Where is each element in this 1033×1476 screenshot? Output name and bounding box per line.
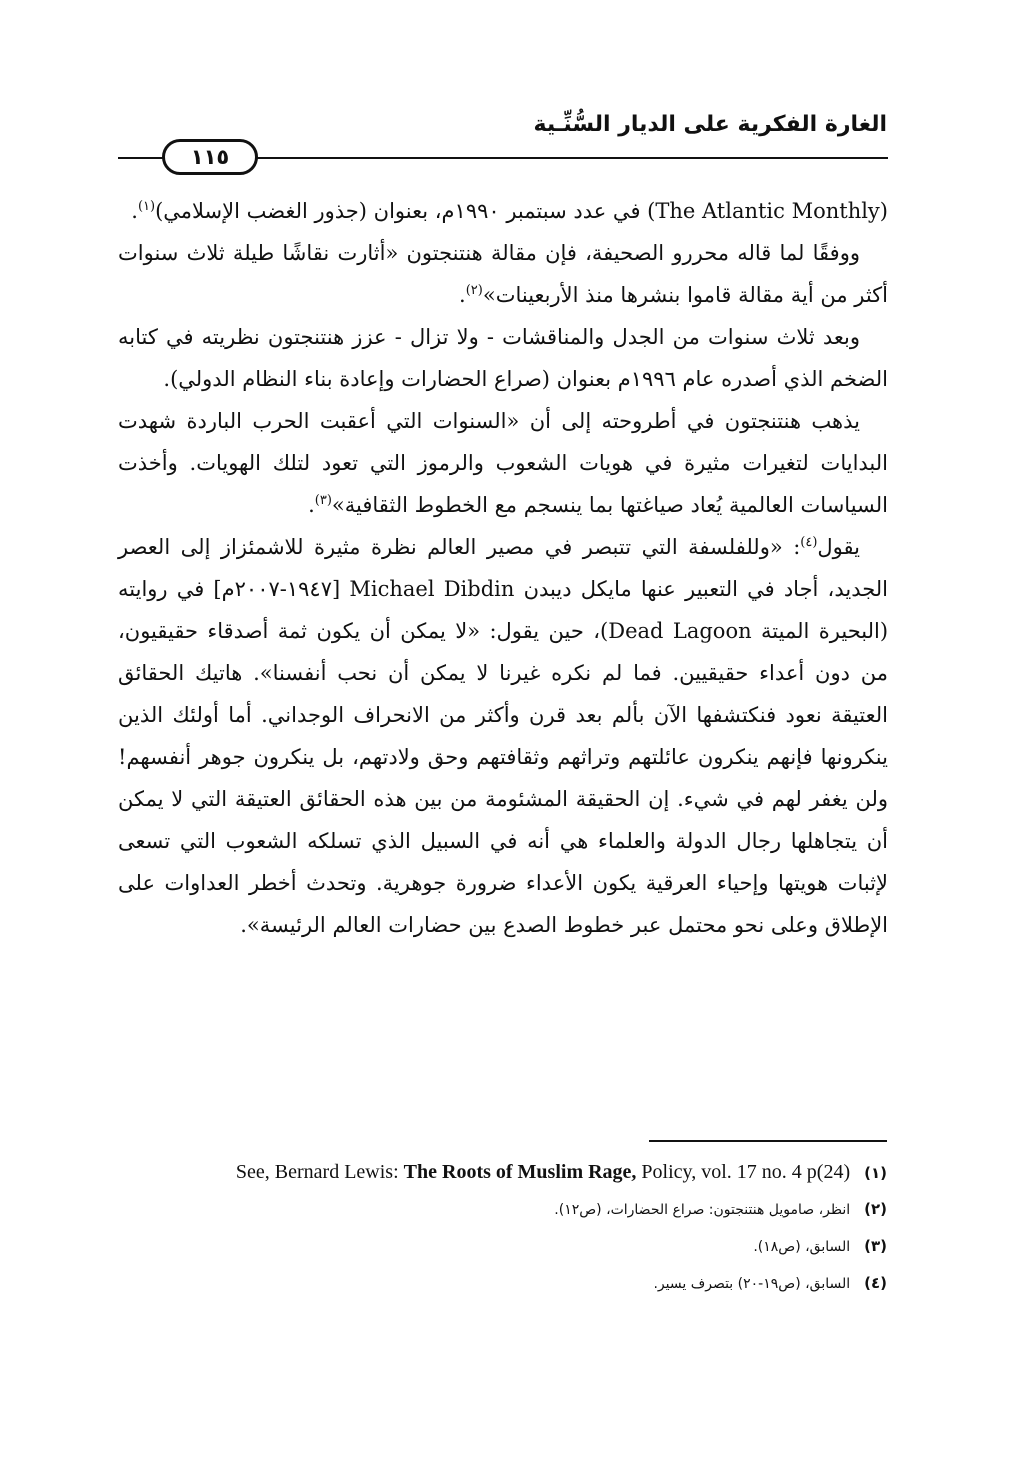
citation-title: The Roots of Muslim Rage, [403,1161,637,1183]
footnote-3 [117,1228,887,1265]
footnote-2 [117,1191,887,1228]
footnote-number: (٣) [864,1237,887,1255]
footnote-number: (١) [864,1164,887,1182]
footnote-citation [236,1154,850,1190]
footnote-4 [117,1265,887,1302]
footnote-ref-4: (٤) [800,535,818,550]
running-header-title: الغارة الفكرية على الديار السُّنِّـية [533,112,887,137]
footnote-text: السابق، (ص١٨). [753,1239,851,1255]
paragraph-1 [118,190,888,232]
page-number: ١١٥ [190,145,230,169]
footnote-text: انظر، صامويل هنتنجتون: صراع الحضارات، (ص١٢). [554,1202,851,1218]
paragraph-2 [118,232,888,316]
paragraph-5-lead: يقول [817,535,860,559]
paragraph-5 [118,526,888,946]
citation-author: See, Bernard Lewis: [235,1161,404,1183]
paragraph-5-text: : «وللفلسفة التي تتبصر في مصير العالم نظرة مثيرة للاشمئزاز إلى العصر الجديد، أجاد في التعبير عنها مايكل ديبدن Michael Dibdin [١٩٤٧-٢٠٠٧م] في روايته (البحيرة الميتة Dead Lagoon)، حين يقول: «لا يمكن أن يكون ثمة أصدقاء حقيقيون، من دون أعداء حقيقيين. فما لم نكره غيرنا لا يمكن أن نحب أنفسنا». هاتيك الحقائق العتيقة نعود فنكتشفها الآن بألم بعد قرن وأكثر من الانحراف الوجداني. أما أولئك الذين ينكرونها فإنهم ينكرون عائلتهم وتراثهم وثقافتهم وحق ولادتهم، بل ينكرون جوهر أنفسهم! ولن يغفر لهم في شيء. إن الحقيقة المشئومة من بين هذه الحقائق العتيقة التي لا يمكن أن يتجاهلها رجال الدولة والعلماء هي أنه في السبيل الذي تسلكه الشعوب التي تسعى لإثبات هويتها وإحياء العرقية يكون الأعداء ضرورة جوهرية. وتحدث أخطر العداوات على الإطلاق وعلى نحو محتمل عبر خطوط الصدع بين حضارات العالم الرئيسة». [118,535,889,937]
paragraph-1-tail: . [131,199,138,223]
paragraph-4 [118,400,888,526]
paragraph-4-tail: . [308,493,315,517]
paragraph-3 [118,316,888,400]
page-number-badge [162,139,258,175]
paragraph-2-text: ووفقًا لما قاله محررو الصحيفة، فإن مقالة هنتنجتون «أثارت نقاشًا طيلة ثلاث سنوات أكثر من أية مقالة قاموا بنشرها منذ الأربعينات» [118,241,888,307]
paragraph-3-text: وبعد ثلاث سنوات من الجدل والمناقشات - ولا تزال - عزز هنتنجتون نظريته في كتابه الضخم الذي أصدره عام ١٩٩٦م بعنوان (صراع الحضارات وإعادة بناء النظام الدولي). [118,325,888,391]
footnote-separator [649,1140,887,1142]
citation-source: Policy, vol. 17 no. 4 p(24) [636,1161,851,1183]
footnote-ref-3: (٣) [314,493,332,508]
footnote-number: (٤) [864,1274,887,1292]
paragraph-1-text: (The Atlantic Monthly) في عدد سبتمبر ١٩٩٠م، بعنوان (جذور الغضب الإسلامي) [155,199,888,223]
footnote-ref-2: (٢) [465,283,483,298]
footnote-1 [117,1154,887,1191]
paragraph-2-tail: . [459,283,466,307]
footnote-ref-1: (١) [137,199,156,214]
body-text [118,190,888,946]
footnotes [117,1154,887,1302]
paragraph-4-text: يذهب هنتنجتون في أطروحته إلى أن «السنوات التي أعقبت الحرب الباردة شهدت البدايات لتغيرات مثيرة في هويات الشعوب والرموز التي تعود لتلك الهويات. وأخذت السياسات العالمية يُعاد صياغتها بما ينسجم مع الخطوط الثقافية» [118,409,888,517]
footnote-text: السابق، (ص١٩-٢٠) بتصرف يسير. [653,1276,851,1292]
footnote-number: (٢) [864,1200,887,1218]
